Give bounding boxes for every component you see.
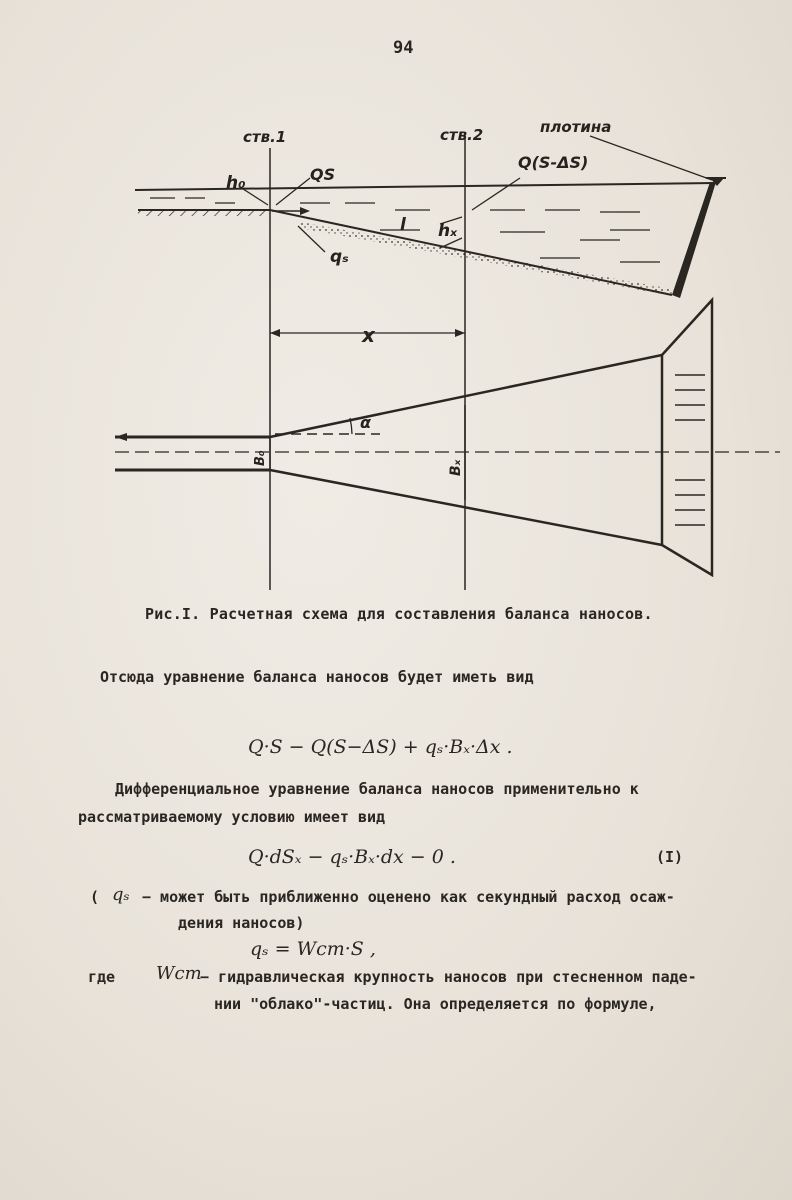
where-label: где: [88, 968, 116, 986]
text-line-4: − может быть приближенно оценено как секундный расход осаж-: [142, 888, 675, 906]
plan-view: [115, 300, 780, 575]
dam-plan: [662, 300, 712, 575]
label-qs: qₛ: [330, 247, 349, 267]
label-hx: hₓ: [438, 221, 458, 241]
text-line-2: Дифференциальное уравнение баланса наносов применительно к: [115, 780, 639, 798]
label-x: x: [362, 323, 375, 347]
label-l: l: [400, 215, 406, 235]
paren-open: (: [90, 888, 100, 906]
longitudinal-section: [135, 135, 726, 590]
text-line-7: нии "облако"-частиц. Она определяется по формуле,: [214, 995, 657, 1013]
bed-hatch-upstream: [138, 210, 270, 216]
label-bx: Bₓ: [448, 459, 464, 476]
label-dam: плотина: [540, 118, 612, 136]
figure-caption: Рис.I. Расчетная схема для составления баланса наносов.: [145, 605, 653, 623]
sediment-deposit: [300, 222, 672, 296]
reservoir-bank-upper: [270, 355, 662, 437]
label-q-s-ds: Q(S-ΔS): [518, 153, 589, 172]
dam-body: [672, 182, 716, 298]
text-line-3: рассматриваемому условию имеет вид: [78, 808, 386, 826]
page-number: 94: [393, 38, 414, 58]
dam-plan-hatch: [675, 375, 705, 525]
text-line-5: дения наносов): [178, 914, 305, 932]
water-surface: [135, 183, 715, 190]
label-section2: ств.2: [440, 126, 484, 144]
label-alpha: α: [360, 413, 371, 432]
label-qs-flux: QS: [310, 165, 336, 184]
label-section1: ств.1: [243, 128, 287, 146]
text-line-6: − гидравлическая крупность наносов при стесненном паде-: [200, 968, 697, 986]
formula-differential: Q·dSₓ − qₛ·Bₓ·dx − 0 .: [248, 846, 456, 868]
label-h0: h₀: [226, 173, 246, 193]
formula-qs: qₛ = Wст·S ,: [250, 938, 376, 960]
formula-balance: Q·S − Q(S−ΔS) + qₛ·Bₓ·Δx .: [248, 736, 513, 758]
label-b0: B₀: [253, 450, 268, 466]
reservoir-bank-lower: [270, 470, 662, 545]
text-line-1: Отсюда уравнение баланса наносов будет иметь вид: [100, 668, 534, 686]
equation-number: (I): [656, 848, 684, 866]
wst-symbol: Wст: [156, 963, 202, 984]
qs-symbol: qₛ: [112, 884, 130, 905]
